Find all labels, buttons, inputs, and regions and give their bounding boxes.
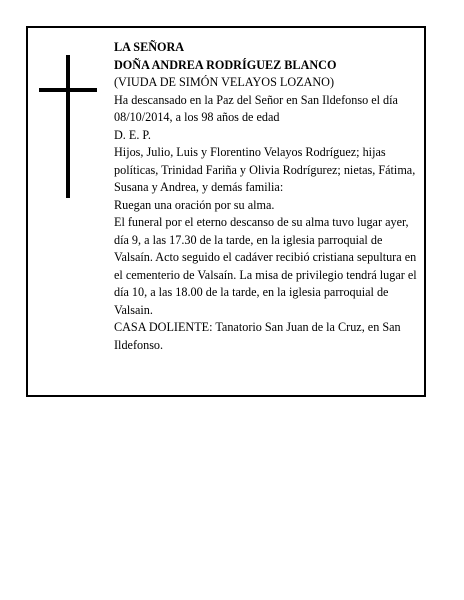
widow-of-line: (VIUDA DE SIMÓN VELAYOS LOZANO) (114, 75, 335, 89)
death-announcement: Ha descansado en la Paz del Señor en San Ildefonso el día 08/10/2014, a los 98 años de edad (114, 92, 398, 124)
cross-horizontal-bar (39, 88, 97, 92)
dep-line: D. E. P. (114, 127, 151, 142)
notice-heading-title: LA SEÑORA (114, 40, 185, 54)
family-paragraph: Hijos, Julio, Luis y Florentino Velayos Rodríguez; hijas políticas, Trinidad Fariña y Olivia Rodrígurez; nietas, Fátima, Susana y Andrea, y demás familia: (114, 145, 416, 194)
obituary-notice (26, 26, 426, 397)
funeral-paragraph: El funeral por el eterno descanso de su alma tuvo lugar ayer, día 9, a las 17.30 de la tarde, en la iglesia parroquial de Valsaín. Acto seguido el cadáver recibió cristiana sepultura en el cementerio de Valsaín. La misa de privilegio tendrá lugar el día 10, a las 18.00 de la tarde, en la iglesia parroquial de Valsain. (114, 215, 417, 317)
prayer-request: Ruegan una oración por su alma. (114, 197, 275, 212)
house-of-mourning: CASA DOLIENTE: Tanatorio San Juan de la Cruz, en San Ildefonso. (114, 320, 401, 352)
obituary-text (114, 39, 418, 354)
cross-icon (39, 55, 97, 198)
cross-vertical-bar (66, 55, 70, 198)
deceased-name: DOÑA ANDREA RODRÍGUEZ BLANCO (114, 57, 337, 72)
